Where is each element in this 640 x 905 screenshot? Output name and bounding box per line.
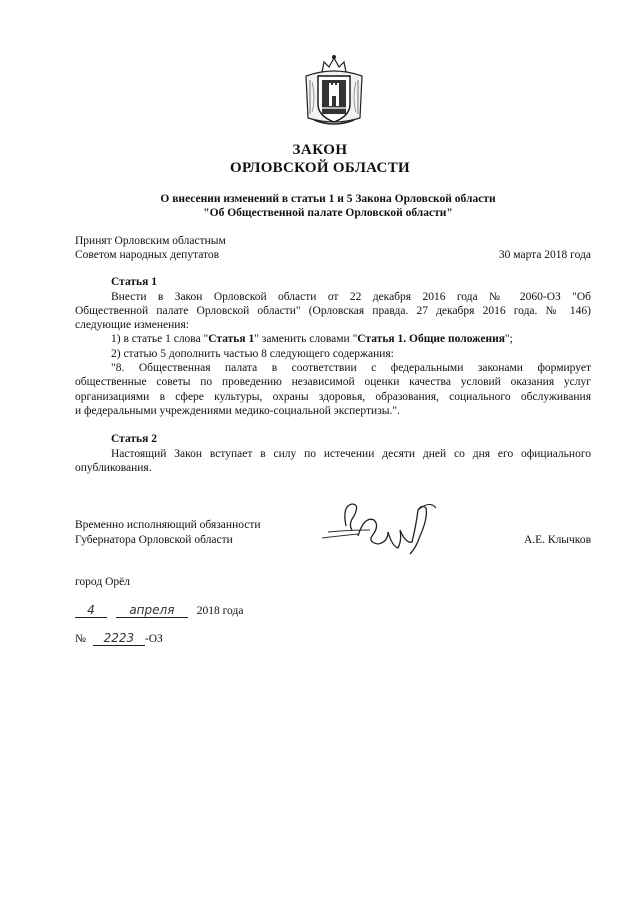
article1-intro-line2: Общественной палате Орловской области" (Орловская правда. 27 декабря 2016 года. № 146) (75, 305, 591, 317)
article2-line2: опубликования. (75, 462, 152, 474)
law-title-line1: ЗАКОН (292, 142, 348, 158)
law-subtitle-line1: О внесении изменений в статьи 1 и 5 Закона Орловской области (160, 193, 496, 205)
adoption-line2: Советом народных депутатов (75, 249, 220, 261)
item1-text-a: 1) в статье 1 слова " (111, 333, 209, 345)
item1-text-c: " заменить словами " (254, 333, 358, 345)
article2-line1: Настоящий Закон вступает в силу по истечении десяти дней со дня его официального (111, 448, 591, 460)
item1-new-words: Статья 1. Общие положения (357, 333, 505, 345)
adoption-line1: Принят Орловским областным (75, 235, 226, 247)
article1-intro-line1: Внести в Закон Орловской области от 22 декабря 2016 года № 2060-ОЗ "Об (111, 291, 591, 303)
law-number: 2223 (93, 632, 145, 646)
article1-item2: 2) статью 5 дополнить частью 8 следующего содержания: (111, 348, 394, 360)
item1-old-words: Статья 1 (208, 333, 255, 345)
adoption-date: 30 марта 2018 года (498, 249, 591, 261)
signing-date-line (75, 604, 243, 618)
article1-quote-line4: и федеральными учреждениями медико-социальной экспертизы.". (75, 405, 400, 417)
article1-item1 (111, 333, 513, 346)
coat-of-arms-emblem (300, 52, 368, 128)
city-label: город Орёл (75, 576, 130, 588)
article1-quote-line1: "8. Общественная палата в соответствии с федеральными законами формирует (111, 362, 591, 374)
signing-year: 2018 года (196, 605, 244, 617)
number-suffix: -ОЗ (144, 633, 163, 645)
item1-text-e: "; (504, 333, 513, 345)
number-sign: № (75, 633, 86, 645)
signatory-title-line1: Временно исполняющий обязанности (75, 519, 261, 531)
article2-heading: Статья 2 (111, 433, 157, 445)
signatory-name: А.Е. Клычков (523, 534, 591, 546)
handwritten-signature (318, 496, 442, 560)
law-number-line (75, 632, 163, 646)
signing-month: апреля (116, 604, 188, 618)
article1-quote-line2: общественные советы по проведению независимой оценки качества условий оказания услуг (75, 376, 591, 388)
article1-heading: Статья 1 (111, 276, 157, 288)
law-subtitle-line2: "Об Общественной палате Орловской области" (203, 207, 453, 219)
article1-quote-line3: организациями в сфере культуры, охраны здоровья, образования, социального обслуживания (75, 391, 591, 403)
law-title-line2: ОРЛОВСКОЙ ОБЛАСТИ (230, 160, 410, 176)
signatory-title-line2: Губернатора Орловской области (75, 534, 233, 546)
signing-day: 4 (75, 604, 107, 618)
article1-intro-line3: следующие изменения: (75, 319, 189, 331)
